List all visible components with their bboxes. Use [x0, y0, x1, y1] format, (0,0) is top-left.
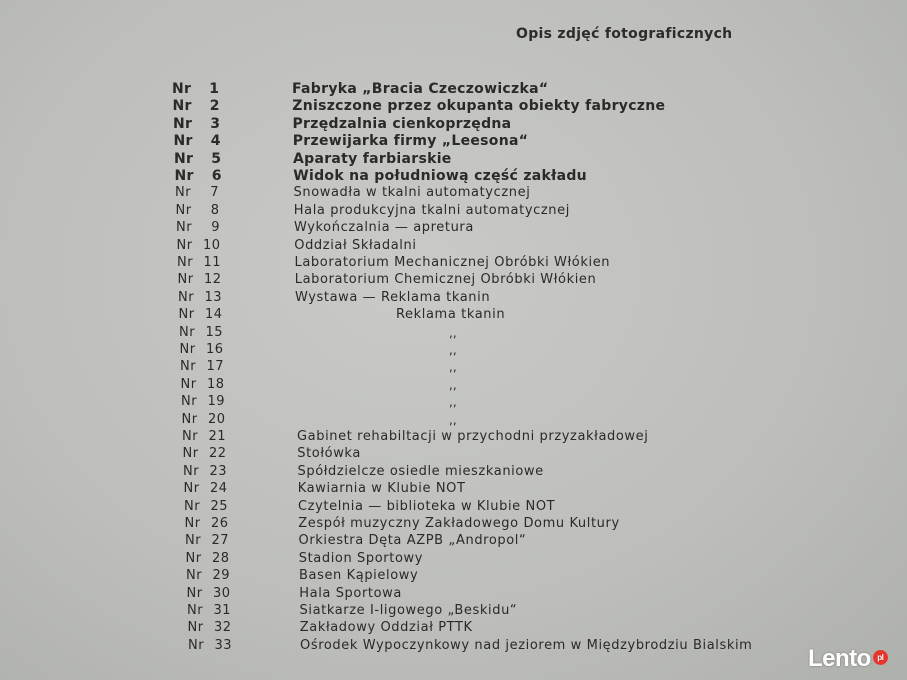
item-caption: Basen Kąpielowy — [299, 568, 419, 584]
item-index: 12 — [204, 272, 222, 288]
item-number — [179, 324, 259, 342]
item-caption: Zespół muzyczny Zakładowego Domu Kultury — [298, 516, 620, 531]
item-caption: Spółdzielcze osiedle mieszkaniowe — [297, 463, 544, 479]
item-number — [180, 341, 260, 359]
item-index: 3 — [210, 115, 221, 132]
item-caption: ,, — [449, 377, 457, 392]
item-caption: ,, — [449, 325, 457, 340]
item-caption: Ośrodek Wypoczynkowy nad jeziorem w Międzybrodziu Bialskim — [300, 637, 753, 653]
item-caption: Wystawa — Reklama tkanin — [295, 289, 491, 305]
item-caption: Hala Sportowa — [299, 585, 402, 601]
item-prefix: Nr — [178, 289, 195, 305]
item-prefix: Nr — [186, 568, 203, 584]
item-caption: Zniszczone przez okupanta obiekty fabryczne — [292, 98, 666, 115]
item-number — [173, 115, 253, 133]
item-number — [185, 532, 265, 550]
item-index: 29 — [212, 568, 231, 584]
item-prefix: Nr — [183, 463, 200, 479]
item-caption: Laboratorium Chemicznej Obróbki Włókien — [294, 272, 597, 288]
item-caption: Siatkarze I-ligowego „Beskidu“ — [299, 603, 518, 618]
item-number — [183, 445, 263, 463]
item-number — [184, 498, 264, 516]
item-caption: ,, — [449, 360, 457, 375]
item-index: 25 — [210, 498, 229, 514]
item-index: 21 — [208, 429, 227, 444]
item-prefix: Nr — [177, 272, 194, 288]
item-prefix: Nr — [175, 185, 192, 201]
item-caption: Kawiarnia w Klubie NOT — [297, 481, 466, 497]
item-number — [172, 80, 252, 98]
item-prefix: Nr — [187, 603, 204, 618]
item-caption: Przewijarka firmy „Leesona“ — [292, 133, 529, 150]
item-index: 8 — [210, 202, 220, 218]
item-caption: ,, — [449, 412, 457, 427]
item-number — [187, 602, 267, 620]
item-prefix: Nr — [179, 324, 196, 340]
item-caption: ,, — [449, 395, 457, 410]
item-prefix: Nr — [173, 115, 193, 132]
item-index: 7 — [210, 185, 220, 201]
item-index: 14 — [205, 307, 223, 323]
item-prefix: Nr — [174, 150, 194, 167]
item-number — [173, 97, 253, 115]
item-index: 2 — [209, 98, 220, 115]
item-index: 17 — [206, 359, 225, 375]
item-caption: Laboratorium Mechanicznej Obróbki Włókien — [294, 255, 611, 270]
item-caption: Aparaty farbiarskie — [293, 150, 452, 167]
item-index: 33 — [214, 637, 233, 653]
item-index: 24 — [210, 481, 228, 497]
item-number — [186, 567, 266, 585]
item-number — [177, 237, 257, 255]
item-caption: Zakładowy Oddział PTTK — [299, 620, 473, 636]
item-index: 19 — [207, 394, 226, 410]
item-prefix: Nr — [174, 168, 194, 184]
item-number — [176, 202, 256, 220]
page-title: Opis zdjęć fotograficznych — [516, 26, 733, 42]
item-index: 6 — [211, 168, 222, 184]
item-index: 31 — [213, 603, 232, 618]
item-index: 23 — [209, 463, 228, 479]
item-caption: Przędzalnia cienkoprzędna — [292, 115, 512, 132]
item-index: 28 — [212, 550, 230, 566]
item-prefix: Nr — [187, 620, 204, 636]
item-caption: Fabryka „Bracia Czeczowiczka“ — [292, 81, 549, 97]
item-index: 10 — [203, 237, 221, 253]
item-number — [174, 150, 254, 168]
item-prefix: Nr — [185, 533, 202, 549]
item-index: 13 — [204, 289, 223, 305]
item-index: 5 — [211, 150, 222, 167]
item-caption: Snowadła w tkalni automatycznej — [293, 185, 531, 201]
item-number — [179, 306, 259, 324]
item-prefix: Nr — [175, 202, 192, 218]
item-number — [175, 184, 255, 202]
item-prefix: Nr — [183, 481, 200, 497]
item-number — [182, 428, 262, 446]
item-prefix: Nr — [188, 637, 205, 653]
lento-watermark — [808, 645, 888, 673]
item-number — [178, 271, 258, 289]
item-index: 18 — [207, 376, 225, 392]
item-number — [177, 254, 257, 272]
item-index: 16 — [206, 342, 224, 357]
item-prefix: Nr — [185, 550, 202, 566]
item-number — [181, 376, 261, 394]
item-index: 27 — [211, 533, 230, 549]
item-number — [188, 637, 268, 655]
item-caption: Widok na południową część zakładu — [293, 168, 587, 184]
item-number — [181, 393, 261, 411]
item-prefix: Nr — [184, 498, 201, 514]
item-prefix: Nr — [186, 585, 203, 601]
item-caption: Hala produkcyjna tkalni automatycznej — [293, 202, 570, 218]
item-number — [183, 463, 263, 481]
item-caption: Stołówka — [297, 446, 361, 462]
item-number — [180, 358, 260, 376]
item-prefix: Nr — [180, 359, 197, 375]
item-index: 22 — [209, 446, 227, 462]
item-number — [186, 550, 266, 568]
item-caption: ,, — [449, 343, 457, 357]
item-caption: Stadion Sportowy — [298, 550, 424, 566]
item-caption: Orkiestra Dęta AZPB „Andropol“ — [298, 533, 527, 549]
item-number — [187, 585, 267, 603]
item-prefix: Nr — [173, 133, 193, 150]
item-index: 11 — [203, 255, 222, 270]
item-caption: Czytelnia — biblioteka w Klubie NOT — [298, 498, 556, 514]
item-number — [175, 167, 255, 185]
item-number — [174, 132, 254, 150]
item-caption: Reklama tkanin — [396, 307, 506, 323]
item-index: 20 — [208, 411, 226, 427]
item-prefix: Nr — [184, 516, 201, 531]
item-prefix: Nr — [177, 255, 194, 270]
item-index: 9 — [211, 220, 221, 236]
item-number — [188, 619, 268, 637]
item-index: 32 — [214, 620, 232, 636]
item-prefix: Nr — [181, 411, 198, 427]
item-prefix: Nr — [178, 307, 195, 323]
item-prefix: Nr — [172, 98, 192, 115]
item-number — [184, 480, 264, 498]
item-prefix: Nr — [179, 342, 196, 357]
item-number — [178, 289, 258, 307]
item-index: 26 — [211, 516, 229, 531]
watermark-badge: pl — [873, 650, 888, 665]
watermark-text: Lento — [808, 645, 871, 672]
item-number — [185, 515, 265, 533]
item-index: 30 — [213, 585, 231, 601]
item-number — [176, 219, 256, 237]
item-index: 15 — [205, 324, 224, 340]
item-prefix: Nr — [176, 237, 193, 253]
item-caption: Oddział Składalni — [294, 237, 417, 253]
item-prefix: Nr — [181, 394, 198, 410]
item-prefix: Nr — [180, 376, 197, 392]
item-caption: Wykończalnia — apretura — [294, 220, 474, 236]
item-prefix: Nr — [172, 81, 192, 97]
item-prefix: Nr — [182, 429, 199, 444]
item-index: 1 — [209, 81, 220, 97]
item-index: 4 — [210, 133, 221, 150]
item-prefix: Nr — [176, 220, 193, 236]
item-number — [182, 411, 262, 429]
item-caption: Gabinet rehabiltacji w przychodni przyzakładowej — [297, 429, 649, 444]
item-prefix: Nr — [182, 446, 199, 462]
